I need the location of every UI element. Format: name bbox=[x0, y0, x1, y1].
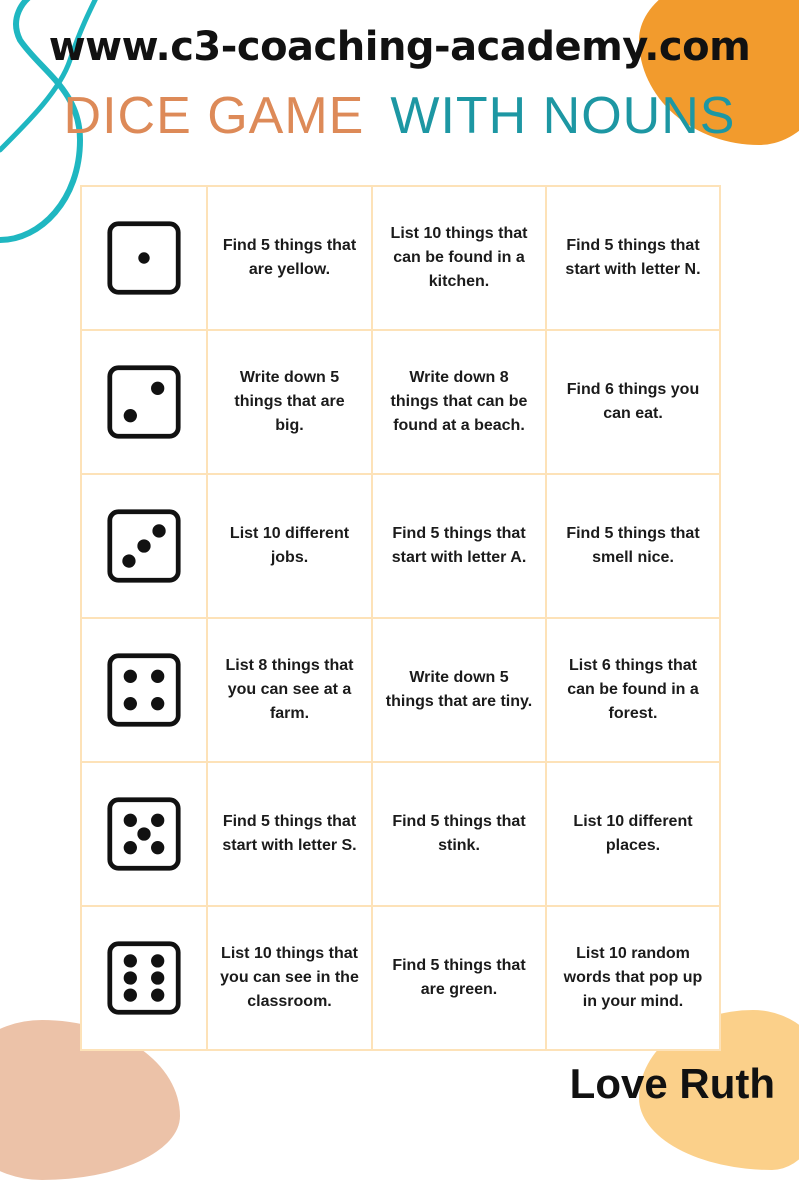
table-row bbox=[81, 762, 720, 906]
die-pip bbox=[151, 971, 164, 984]
die-pip bbox=[151, 814, 164, 827]
signature: Love Ruth bbox=[569, 1060, 775, 1107]
task-cell: Write down 5 things that are tiny. bbox=[372, 618, 546, 762]
table-row bbox=[81, 618, 720, 762]
die-pip bbox=[152, 524, 165, 537]
task-cell: Write down 5 things that are big. bbox=[207, 330, 372, 474]
title-part-with-nouns: WITH NOUNS bbox=[390, 87, 736, 145]
task-cell: List 10 random words that pop up in your mind. bbox=[546, 906, 720, 1050]
task-cell: Write down 8 things that can be found at a beach. bbox=[372, 330, 546, 474]
die-pip bbox=[151, 382, 164, 395]
task-cell: List 10 things that can be found in a kitchen. bbox=[372, 186, 546, 330]
task-cell: Find 5 things that start with letter S. bbox=[207, 762, 372, 906]
task-cell: List 10 different places. bbox=[546, 762, 720, 906]
task-cell: List 8 things that you can see at a farm. bbox=[207, 618, 372, 762]
die-pip bbox=[138, 252, 149, 263]
task-cell: Find 5 things that are yellow. bbox=[207, 186, 372, 330]
die-4-icon bbox=[106, 652, 182, 728]
die-pip bbox=[151, 670, 164, 683]
task-cell: Find 5 things that start with letter N. bbox=[546, 186, 720, 330]
dice-task-grid bbox=[80, 185, 721, 1051]
die-pip bbox=[124, 954, 137, 967]
die-cell bbox=[81, 618, 207, 762]
task-cell: List 6 things that can be found in a forest. bbox=[546, 618, 720, 762]
die-5-icon bbox=[106, 796, 182, 872]
table-row bbox=[81, 186, 720, 330]
die-pip bbox=[151, 841, 164, 854]
task-cell: Find 5 things that start with letter A. bbox=[372, 474, 546, 618]
die-pip bbox=[151, 954, 164, 967]
die-6-icon bbox=[106, 940, 182, 1016]
page-title bbox=[0, 86, 799, 146]
die-cell bbox=[81, 474, 207, 618]
die-1-icon bbox=[106, 220, 182, 296]
die-pip bbox=[124, 670, 137, 683]
die-pip bbox=[124, 988, 137, 1001]
die-cell bbox=[81, 330, 207, 474]
die-pip bbox=[151, 988, 164, 1001]
die-pip bbox=[124, 841, 137, 854]
die-pip bbox=[124, 971, 137, 984]
die-cell bbox=[81, 186, 207, 330]
die-pip bbox=[137, 539, 150, 552]
die-pip bbox=[124, 409, 137, 422]
table-row bbox=[81, 330, 720, 474]
die-pip bbox=[137, 827, 150, 840]
die-pip bbox=[124, 697, 137, 710]
die-cell bbox=[81, 906, 207, 1050]
website-url: www.c3-coaching-academy.com bbox=[48, 24, 751, 70]
die-pip bbox=[151, 697, 164, 710]
die-cell bbox=[81, 762, 207, 906]
die-2-icon bbox=[106, 364, 182, 440]
die-pip bbox=[122, 554, 135, 567]
die-pip bbox=[124, 814, 137, 827]
table-row bbox=[81, 906, 720, 1050]
title-part-dice-game: DICE GAME bbox=[63, 87, 365, 145]
task-cell: Find 5 things that are green. bbox=[372, 906, 546, 1050]
task-cell: List 10 different jobs. bbox=[207, 474, 372, 618]
task-cell: Find 5 things that smell nice. bbox=[546, 474, 720, 618]
die-3-icon bbox=[106, 508, 182, 584]
task-cell: Find 6 things you can eat. bbox=[546, 330, 720, 474]
table-row bbox=[81, 474, 720, 618]
task-cell: List 10 things that you can see in the classroom. bbox=[207, 906, 372, 1050]
task-cell: Find 5 things that stink. bbox=[372, 762, 546, 906]
